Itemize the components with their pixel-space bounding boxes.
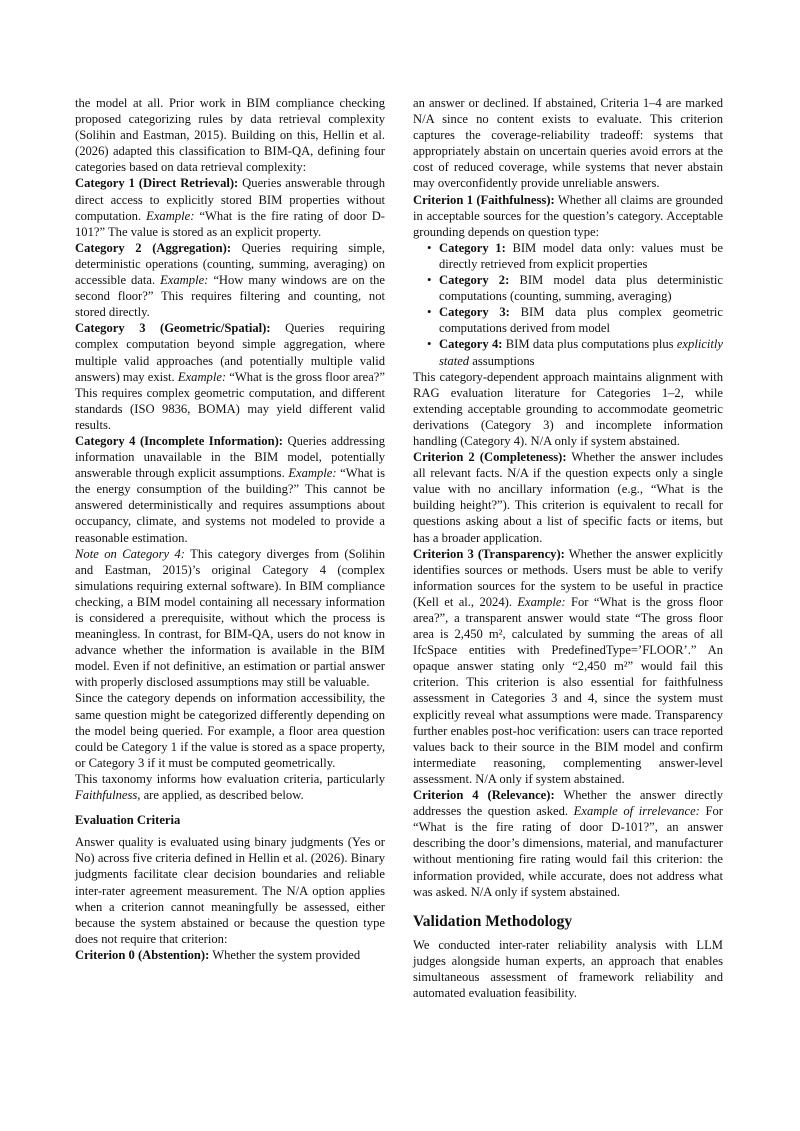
category-3-heading: Category 3 (Geometric/Spatial): — [75, 321, 271, 336]
criterion-1-heading: Criterion 1 (Faithfulness): — [413, 192, 555, 207]
evaluation-criteria-heading: Evaluation Criteria — [75, 813, 181, 828]
criterion-0-paragraph: Criterion 0 (Abstention): Whether the system provided — [75, 947, 361, 962]
evaluation-paragraph: Answer quality is evaluated using binary judgments (Yes or No) across five criteria defined in Hellin et al. (2026). Binary judgments facilitate clear decision boundaries and reliable inter-rater agreement measurement. The N/A option applies when a criterion cannot meaningfully be assessed, either because the system abstained or because the question type does not require that criterion: — [75, 835, 385, 946]
criterion-0-continuation: an answer or declined. If abstained, Criteria 1–4 are marked N/A since no content exists to evaluate. This criterion captures the coverage-reliability tradeoff: systems that appropriately abstain on uncertain queries avoid errors at the cost of reduced coverage, while systems that never abstain may overconfidently provide unreliable answers. — [413, 96, 723, 191]
category-1-paragraph: Category 1 (Direct Retrieval): Queries answerable through direct access to explicitly stored BIM properties without computation. Example: “What is the fire rating of door D-101?” The value is stored as an explicit property. — [75, 176, 385, 239]
criterion-0-heading: Criterion 0 (Abstention): — [75, 947, 210, 962]
bullet-category-1: • Category 1: BIM model data only: values must be directly retrieved from explicit properties — [427, 240, 723, 272]
criterion-1-paragraph: Criterion 1 (Faithfulness): Whether all claims are grounded in acceptable sources for the question’s category. Acceptable grounding depends on question type: — [413, 192, 723, 239]
validation-paragraph: We conducted inter-rater reliability analysis with LLM judges alongside human experts, an approach that enables simultaneous assessment of framework reliability and automated evaluation feasibility. — [413, 937, 723, 1000]
category-4-paragraph: Category 4 (Incomplete Information): Queries addressing information unavailable in the BIM model, potentially answerable through explicit assumptions. Example: “What is the energy consumption of the building?” This cannot be answered deterministically and requires assumptions about occupancy, climate, and systems not modeled to provide a reasonable estimation. — [75, 433, 385, 545]
category-2-paragraph: Category 2 (Aggregation): Queries requiring simple, deterministic operations (counting, summing, averaging) on accessible data. Example: “How many windows are on the second floor?” This requires filtering and counting, not stored directly. — [75, 240, 386, 320]
category-3-paragraph: Category 3 (Geometric/Spatial): Queries requiring complex computation beyond simple aggregation, where multiple valid approaches (and potentially multiple valid answers) may exist. Example: “What is the gross floor area?” This requires complex geometric computation, and different standards (ISO 9836, BOMA) may yield different valid results. — [75, 321, 386, 432]
right-column — [413, 95, 723, 1001]
category-1-heading: Category 1 (Direct Retrieval): — [75, 176, 239, 191]
grounding-bullet-list — [413, 240, 723, 369]
note-category-4-paragraph: Note on Category 4: This category diverges from (Solihin and Eastman, 2015)’s original Category 4 (complex simulations requiring external software). In BIM compliance checking, a BIM model containing all necessary information is considered a prerequisite, without which the process is meaningless. In contrast, for BIM-QA, users do not know in advance whether the information is available in the BIM model. Even if not definitive, an estimation or partial answer with properly disclosed assumptions may still be valuable. — [75, 546, 385, 690]
since-paragraph: Since the category depends on information accessibility, the same question might be categorized differently depending on the model being queried. For example, a floor area question could be Category 1 if the value is stored as a space property, or Category 3 if it must be computed geometrically. — [75, 691, 385, 770]
taxonomy-paragraph: This taxonomy informs how evaluation criteria, particularly Faithfulness, are applied, as described below. — [75, 771, 385, 803]
criterion-3-paragraph: Criterion 3 (Transparency): Whether the answer explicitly identifies sources or methods. Users must be able to verify information sources for the system to be useful in practice (Kell et al., 2024). Example: For “What is the gross floor area?”, a transparent answer would state “The gross floor area is 2,450 m², calculated by summing the areas of all IfcSpace entities with PredefinedType=’FLOOR’.” An opaque answer stating only “2,450 m²” would fail this criterion. This criterion is also essential for faithfulness assessment in Categories 3 and 4, since the system must explicitly reveal what assumptions were made. Transparency further enables post-hoc verification: users can trace reported values back to their source in the BIM model and confirm intermediate reasoning, complementing answer-level assessment. N/A only if system abstained. — [413, 546, 723, 786]
intro-paragraph: the model at all. Prior work in BIM compliance checking proposed categorizing rules by data retrieval complexity (Solihin and Eastman, 2015). Building on this, Hellin et al. (2026) adapted this classification to BIM-QA, defining four categories based on data retrieval complexity: — [75, 96, 385, 175]
validation-methodology-heading: Validation Methodology — [413, 912, 573, 930]
bullet-category-2: • Category 2: BIM model data plus deterministic computations (counting, summing, averaging) — [427, 272, 723, 304]
criterion-4-paragraph: Criterion 4 (Relevance): Whether the answer directly addresses the question asked. Example of irrelevance: For “What is the fire rating of door D-101?”, an answer describing the door’s dimensions, material, and manufacturer without mentioning fire rating would fail this criterion: the information provided, while accurate, does not address what was asked. N/A only if system abstained. — [413, 788, 723, 899]
category-4-heading: Category 4 (Incomplete Information): — [75, 433, 283, 448]
category-dependent-paragraph: This category-dependent approach maintains alignment with RAG evaluation literature for Categories 1–2, while extending acceptable grounding to accommodate geometric derivations (Category 3) and incomplete information handling (Category 4). N/A only if system abstained. — [413, 369, 723, 448]
criterion-2-heading: Criterion 2 (Completeness): — [413, 450, 567, 465]
category-2-heading: Category 2 (Aggregation): — [75, 240, 232, 255]
criterion-2-paragraph: Criterion 2 (Completeness): Whether the answer includes all relevant facts. N/A if the question expects only a single value with no ancillary information (e.g., “What is the building height?”). This criterion is equivalent to recall for questions asking about a list of specific facts or items, but has a broader application. — [413, 450, 723, 545]
criterion-4-heading: Criterion 4 (Relevance): — [413, 788, 555, 803]
left-column — [75, 95, 385, 963]
bullet-category-3: • Category 3: BIM data plus complex geometric computations derived from model — [427, 304, 723, 336]
note-heading: Note on Category 4: — [75, 546, 185, 561]
criterion-3-heading: Criterion 3 (Transparency): — [413, 546, 565, 561]
bullet-category-4: • Category 4: BIM data plus computations plus explicitly stated assumptions — [427, 336, 723, 368]
